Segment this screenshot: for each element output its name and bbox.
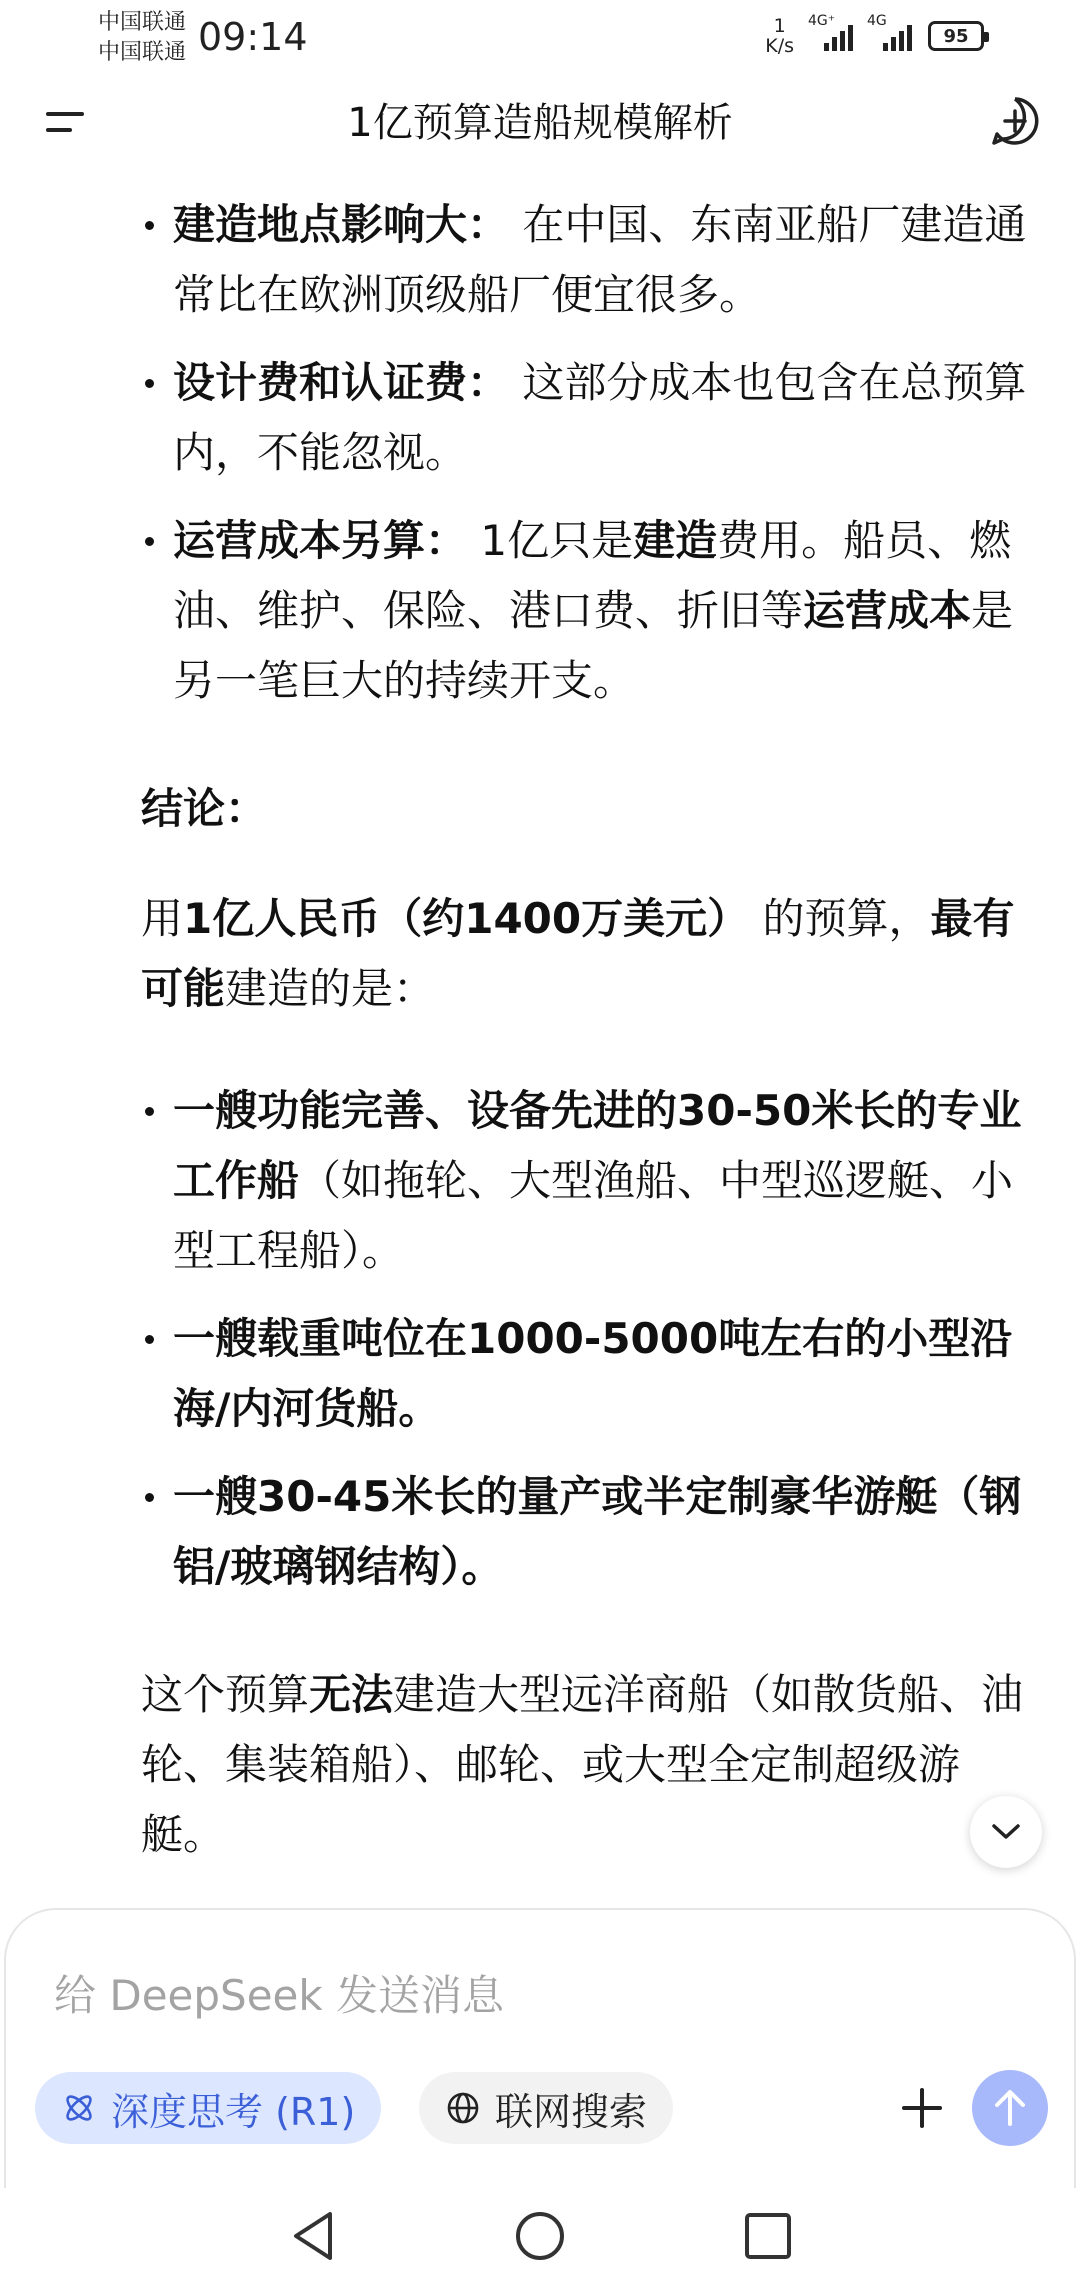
conclusion-heading: 结论： [141, 784, 268, 833]
list-item-bold: 一艘功能完善、设备先进的30-50米长的专业工作船 [173, 1086, 1022, 1205]
carrier-2: 中国联通 [98, 40, 187, 65]
list-item-text: 费用。船员、燃油、维护、保险、港口费、折旧等 [173, 516, 1012, 635]
signal-1-icon [808, 13, 853, 51]
signal-2-tag: 4G [867, 13, 887, 29]
list-item-bold: 建造 [633, 516, 718, 565]
list-item [0, 506, 1080, 716]
battery-icon [928, 21, 984, 51]
network-speed-value: 1 [773, 15, 786, 37]
signal-1-tag: 4G⁺ [808, 13, 836, 29]
plus-icon [900, 2086, 944, 2130]
app-header [0, 80, 1080, 166]
list-item-bold: 运营成本 [803, 586, 972, 635]
web-search-toggle[interactable] [419, 2072, 673, 2144]
list-item [0, 1304, 1080, 1444]
home-nav-icon[interactable] [510, 2206, 570, 2266]
assistant-message [0, 190, 1080, 1870]
system-nav-bar [0, 2188, 1080, 2280]
recents-nav-icon[interactable] [738, 2206, 798, 2266]
list-item-text: 这部分成本也包含在总预算内，不能忽视。 [173, 358, 1027, 477]
message-composer [4, 1908, 1076, 2188]
web-search-label: 联网搜索 [495, 2089, 648, 2134]
new-chat-plus-icon[interactable] [988, 94, 1042, 148]
list-item [0, 1076, 1080, 1286]
list-item-bold: 一艘30-45米长的量产或半定制豪华游艇（钢铝/玻璃钢结构）。 [173, 1472, 1022, 1591]
conclusion-paragraph: 用1亿人民币（约1400万美元） 的预算，最有可能建造的是： [141, 894, 1015, 1013]
signal-2-icon [867, 13, 912, 51]
chevron-down-icon [990, 1822, 1022, 1842]
status-indicators [765, 14, 984, 58]
arrow-up-icon [992, 2088, 1028, 2128]
send-button[interactable] [972, 2070, 1048, 2146]
carrier-info [98, 8, 186, 68]
list-item [0, 348, 1080, 488]
globe-icon [445, 2090, 481, 2126]
status-time: 09:14 [198, 15, 308, 59]
attach-button[interactable] [890, 2076, 954, 2140]
message-input[interactable] [52, 1960, 952, 2030]
final-paragraph: 这个预算无法建造大型远洋商船（如散货船、油轮、集装箱船）、邮轮、或大型全定制超级游艇。 [141, 1670, 1024, 1859]
list-item-text: 在中国、东南亚船厂建造通常比在欧洲顶级船厂便宜很多。 [173, 200, 1027, 319]
page-title: 1亿预算造船规模解析 [347, 100, 733, 146]
atom-icon [61, 2090, 97, 2126]
back-nav-icon[interactable] [284, 2206, 344, 2266]
list-item-text: （如拖轮、大型渔船、中型巡逻艇、小型工程船）。 [173, 1156, 1014, 1275]
list-item [0, 1462, 1080, 1602]
network-speed-unit: K/s [765, 35, 794, 57]
network-speed [765, 16, 794, 56]
deep-think-toggle[interactable] [35, 2072, 381, 2144]
list-item-bold: 建造地点影响大： [173, 200, 510, 249]
scroll-to-bottom-button[interactable] [970, 1796, 1042, 1868]
list-item-text: 1亿只是 [467, 516, 634, 565]
carrier-1: 中国联通 [98, 10, 187, 35]
list-item-bold: 设计费和认证费： [173, 358, 510, 407]
list-item-bold: 运营成本另算： [173, 516, 468, 565]
status-bar [0, 0, 1080, 80]
list-item [0, 190, 1080, 330]
list-item-text: 是另一笔巨大的持续开支。 [173, 586, 1014, 705]
battery-level: 95 [943, 25, 969, 47]
deep-think-label: 深度思考 (R1) [111, 2089, 356, 2134]
list-item-bold: 一艘载重吨位在1000-5000吨左右的小型沿海/内河货船。 [173, 1314, 1013, 1433]
